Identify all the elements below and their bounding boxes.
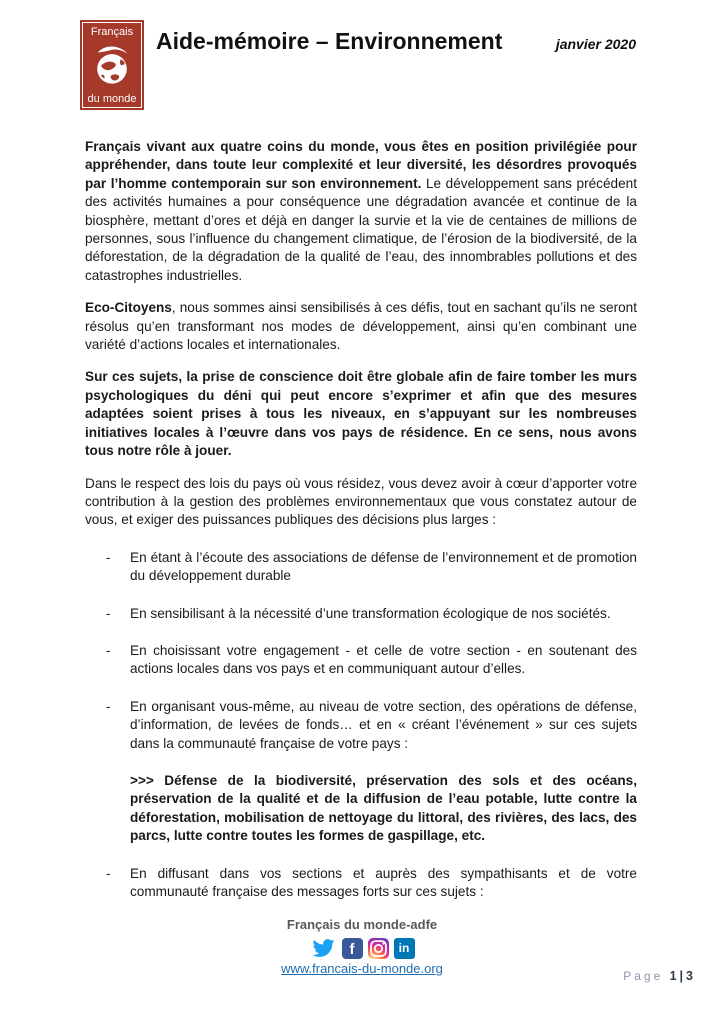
list-item-text: En choisissant votre engagement - et celle de votre section - en soutenant des actions locales dans vos pays et en communiquant autour d’elles. [130,642,637,677]
footer-link-row [0,961,724,976]
twitter-icon[interactable] [310,937,337,959]
paragraph-ecocitoyens [85,299,637,354]
list-item [85,549,637,586]
linkedin-in-glyph: in [394,938,415,959]
website-link[interactable]: www.francais-du-monde.org [281,961,443,976]
logo-text-top: Français [90,26,134,38]
bullet-list [85,549,637,902]
list-item-text: En sensibilisant à la nécessité d’une transformation écologique de nos sociétés. [130,605,611,621]
bullet-dash: - [106,698,111,714]
paragraph-ecocitoyens-rest: , nous sommes ainsi sensibilisés à ces défis, tout en sachant qu’ils ne seront résolus qu’en transformant nos modes de développement, ainsi qu’en combinant une variété d’actions locales et internationales. [85,300,637,353]
bullet-dash: - [106,865,111,881]
footer-brand: Français du monde-adfe [286,917,438,932]
paragraph-intro-lead: Français vivant aux quatre coins du monde, vous êtes en position privilégiée pour appréhender, dans toute leur complexité et leur diversité, les désordres provoqués par l’homme contemporain sur son environnement. [85,139,637,191]
paragraph-ecocitoyens-lead: Eco-Citoyens [85,300,172,316]
list-item-text: En organisant vous-même, au niveau de votre section, des opérations de défense, d’information, de levées de fonds… et en « créant l’événement » sur ces sujets dans la communauté française de votre pays : [130,698,637,751]
page-title: Aide-mémoire – Environnement [156,28,503,54]
highlight-paragraph: >>> Défense de la biodiversité, préservation des sols et des océans, préservation de la qualité et de la diffusion de l’eau potable, lutte contre la déforestation, mobilisation de nettoyage du littoral, des rivières, des lacs, des parcs, lutte contre toutes les formes de gaspillage, etc. [130,772,637,844]
list-item-text: En étant à l’écoute des associations de défense de l’environnement et de promotion du développement durable [130,549,637,584]
list-item [85,698,637,753]
social-links [0,936,724,960]
paragraph-contribution: Dans le respect des lois du pays où vous résidez, vous devez avoir à cœur d’apporter votre contribution à la gestion des problèmes environnementaux que vous constatez autour de vous, et exiger des puissances publiques des décisions plus larges : [85,475,637,528]
page-number [623,969,696,983]
paragraph-intro [85,138,637,285]
facebook-f-glyph: f [342,938,363,959]
linkedin-icon[interactable] [394,938,415,959]
logo-text-bottom: du monde [87,93,137,105]
bullet-dash: - [106,549,111,565]
document-date: janvier 2020 [555,36,636,52]
instagram-camera-glyph [368,938,389,959]
facebook-icon[interactable] [342,938,363,959]
bullet-dash: - [106,642,111,658]
bullet-dash: - [106,605,111,621]
page-number-label: Page [623,969,664,983]
document-body [85,138,637,901]
paragraph-intro-rest: Le développement sans précédent des activités humaines a pour conséquence une dégradation avancée et continue de la biosphère, mettant d’ores et déjà en danger la survie et la vie de centaines de millions de personnes, sous l’influence du changement climatique, de l’érosion de la biodiversité, de la déforestation, de la dégradation de la qualité de l’eau, des innombrables pollutions et des catastrophes industrielles. [85,175,637,283]
brand-logo [80,20,144,110]
globe-icon [91,44,133,88]
instagram-icon[interactable] [368,938,389,959]
paragraph-conscience: Sur ces sujets, la prise de conscience doit être globale afin de faire tomber les murs psychologiques du déni qui peut encore s’exprimer et afin que des mesures adaptées soient prises à tous les niveaux, en s’appuyant sur les nombreuses initiatives locales à l’œuvre dans vos pays de résidence. En ce sens, nous avons tous notre rôle à jouer. [85,369,637,459]
list-item [85,865,637,902]
page-number-value: 1|3 [669,969,696,983]
list-item-text: En diffusant dans vos sections et auprès des sympathisants et de votre communauté française des messages forts sur ces sujets : [130,865,637,899]
list-item [85,642,637,679]
list-item [85,605,637,623]
